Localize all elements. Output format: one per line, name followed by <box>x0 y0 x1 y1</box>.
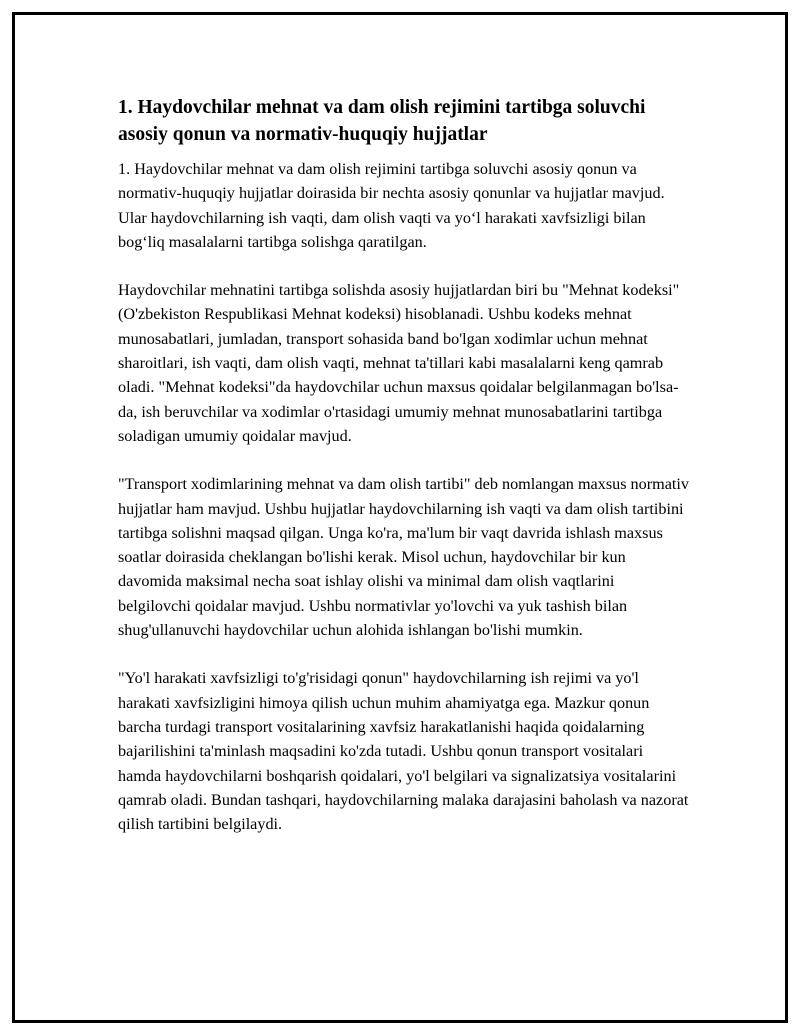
paragraph-2: Haydovchilar mehnatini tartibga solishda asosiy hujjatlardan biri bu "Mehnat kodeksi" (O'zbekiston Respublikasi Mehnat kodeksi) hisoblanadi. Ushbu kodeks mehnat munosabatlari, jumladan, transport sohasida band bo'lgan xodimlar uchun mehnat sharoitlari, ish vaqti, dam olish vaqti, mehnat ta'tillari kabi masalalarni keng qamrab oladi. "Mehnat kodeksi"da haydovchilar uchun maxsus qoidalar belgilanmagan bo'lsa-da, ish beruvchilar va xodimlar o'rtasidagi umumiy mehnat munosabatlarini tartibga soladigan umumiy qoidalar mavjud. <box>118 281 680 445</box>
paragraph-4: "Yo'l harakati xavfsizligi to'g'risidagi qonun" haydovchilarning ish rejimi va yo'l harakati xavfsizligini himoya qilish uchun muhim ahamiyatga ega. Mazkur qonun barcha turdagi transport vositalarining xavfsiz harakatlanishi haqida qoidalarning bajarilishini ta'minlash maqsadini ko'zda tutadi. Ushbu qonun transport vositalari hamda haydovchilarni boshqarish qoidalari, yo'l belgilari va signalizatsiya vositalarini qamrab oladi. Bundan tashqari, haydovchilarning malaka darajasini baholash va nazorat qilish tartibini belgilaydi. <box>118 669 689 834</box>
document-body <box>118 94 690 860</box>
paragraph-1: 1. Haydovchilar mehnat va dam olish rejimini tartibga soluvchi asosiy qonun va normativ-huquqiy hujjatlar doirasida bir nechta asosiy qonunlar va hujjatlar mavjud. Ular haydovchilarning ish vaqti, dam olish vaqti va yo‘l harakati xavfsizligi bilan bog‘liq masalalarni tartibga solishga qaratilgan. <box>118 160 665 251</box>
document-heading: 1. Haydovchilar mehnat va dam olish rejimini tartibga soluvchi asosiy qonun va normativ-huquqiy hujjatlar <box>118 97 646 145</box>
paragraph-3: "Transport xodimlarining mehnat va dam olish tartibi" deb nomlangan maxsus normativ hujjatlar ham mavjud. Ushbu hujjatlar haydovchilarning ish vaqti va dam olish tartibini tartibga solishni maqsad qilgan. Unga ko'ra, ma'lum bir vaqt davrida ishlash maxsus soatlar doirasida cheklangan bo'lishi kerak. Misol uchun, haydovchilar bir kun davomida maksimal necha soat ishlay olishi va minimal dam olish vaqtlarini belgilovchi qoidalar mavjud. Ushbu normativlar yo'lovchi va yuk tashish bilan shug'ullanuvchi haydovchilar uchun alohida ishlangan bo'lishi mumkin. <box>118 475 690 640</box>
